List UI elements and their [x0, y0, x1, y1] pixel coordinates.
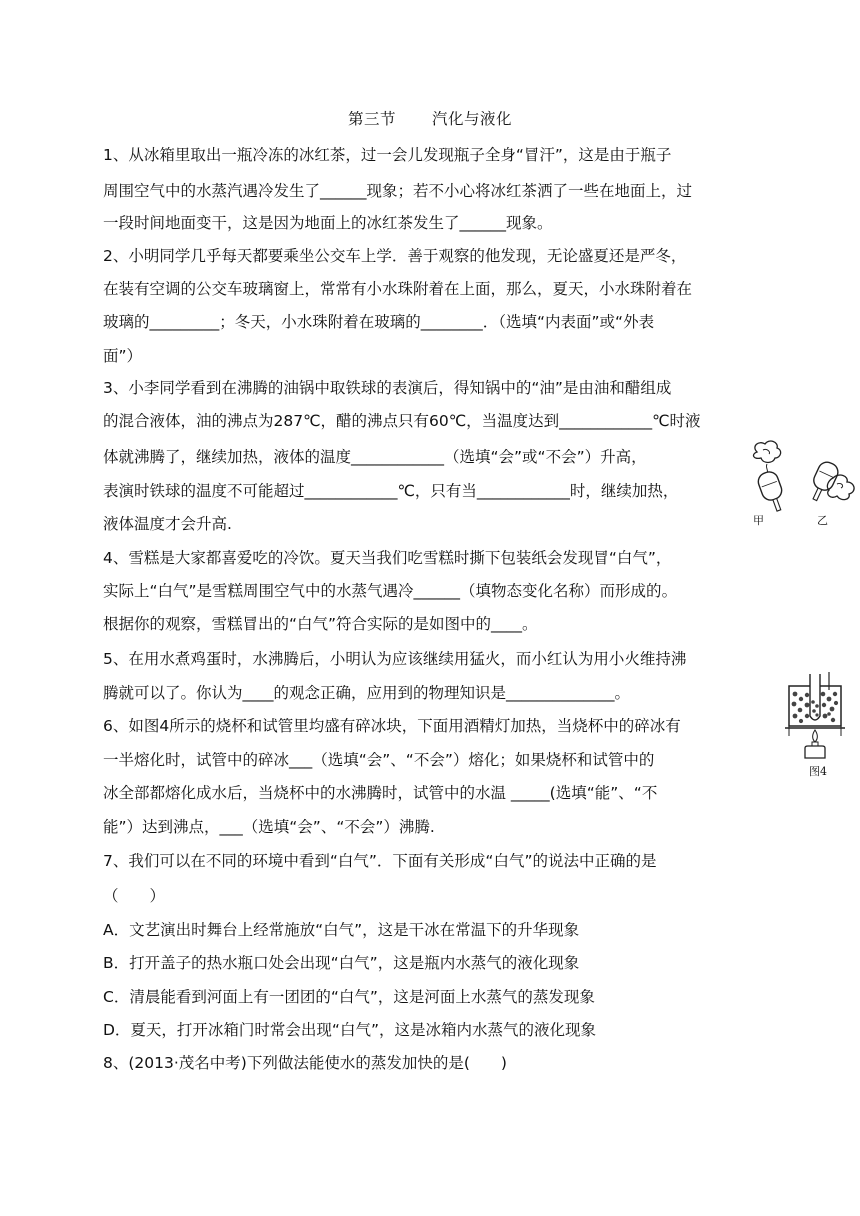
q6-line3: 冰全部都熔化成水后，当烧杯中的水沸腾时，试管中的水温 _____(选填“能”、“不 [103, 784, 658, 802]
section-number: 第三节 [347, 110, 396, 128]
popsicle-figure [745, 438, 860, 530]
beaker-apparatus-icon [783, 672, 860, 762]
figure-label-4: 图4 [809, 765, 827, 778]
q1-line3: 一段时间地面变干，这是因为地面上的冰红茶发生了______现象。 [103, 214, 553, 232]
popsicle-drawing-icon [745, 438, 860, 516]
q8-line1: 8、(2013·茂名中考)下列做法能使水的蒸发加快的是( ) [103, 1054, 507, 1072]
q7-option-a: A．文艺演出时舞台上经常施放“白气”，这是干冰在常温下的升华现象 [103, 921, 580, 939]
q3-line5: 液体温度才会升高. [103, 515, 232, 533]
q3-line1: 3、小李同学看到在沸腾的油锅中取铁球的表演后，得知锅中的“油”是由油和醋组成 [103, 379, 672, 397]
q2-line4: 面”） [103, 347, 143, 365]
q6-line1: 6、如图4所示的烧杯和试管里均盛有碎冰块，下面用酒精灯加热，当烧杯中的碎冰有 [103, 717, 681, 735]
q2-line3: 玻璃的_________；冬天，小水珠附着在玻璃的________．（选填“内表面”或“外表 [103, 313, 655, 331]
q7-line1: 7、我们可以在不同的环境中看到“白气”．下面有关形成“白气”的说法中正确的是 [103, 852, 657, 870]
figure-label-jia: 甲 [753, 514, 764, 527]
q3-line4: 表演时铁球的温度不可能超过____________℃，只有当____________时，继续加热， [103, 482, 679, 500]
section-name: 汽化与液化 [432, 110, 513, 128]
q6-line2: 一半熔化时，试管中的碎冰___（选填“会”、“不会”）熔化；如果烧杯和试管中的 [103, 751, 655, 769]
beaker-figure [783, 672, 860, 782]
q3-line3: 体就沸腾了，继续加热，液体的温度____________（选填“会”或“不会”）升高， [103, 448, 647, 466]
q4-line1: 4、雪糕是大家都喜爱吃的冷饮。夏天当我们吃雪糕时撕下包装纸会发现冒“白气”， [103, 549, 672, 567]
q4-line2: 实际上“白气”是雪糕周围空气中的水蒸气遇冷______（填物态变化名称）而形成的。 [103, 582, 678, 600]
q2-line1: 2、小明同学几乎每天都要乘坐公交车上学．善于观察的他发现，无论盛夏还是严冬， [103, 247, 687, 265]
q7-option-c: C．清晨能看到河面上有一团团的“白气”，这是河面上水蒸气的蒸发现象 [103, 988, 595, 1006]
page-title [0, 107, 860, 129]
q7-option-d: D．夏天，打开冰箱门时常会出现“白气”，这是冰箱内水蒸气的液化现象 [103, 1021, 596, 1039]
q2-line2: 在装有空调的公交车玻璃窗上，常常有小水珠附着在上面，那么，夏天，小水珠附着在 [103, 280, 693, 298]
q4-line3: 根据你的观察，雪糕冒出的“白气”符合实际的是如图中的____。 [103, 615, 538, 633]
q6-line4: 能”）达到沸点，___（选填“会”、“不会”）沸腾. [103, 818, 435, 836]
q7-line2: （ ） [103, 887, 166, 905]
q5-line1: 5、在用水煮鸡蛋时，水沸腾后，小明认为应该继续用猛火，而小红认为用小火维持沸 [103, 650, 687, 668]
figure-label-yi: 乙 [817, 514, 828, 527]
q1-line1: 1、从冰箱里取出一瓶冷冻的冰红茶，过一会儿发现瓶子全身“冒汗”，这是由于瓶子 [103, 146, 672, 164]
q1-line2: 周围空气中的水蒸汽遇冷发生了______现象；若不小心将冰红茶洒了一些在地面上，过 [103, 182, 693, 200]
q3-line2: 的混合液体，油的沸点为287℃，醋的沸点只有60℃，当温度达到____________℃时液 [103, 412, 701, 430]
q7-option-b: B．打开盖子的热水瓶口处会出现“白气”，这是瓶内水蒸气的液化现象 [103, 954, 580, 972]
q5-line2: 腾就可以了。你认为____的观念正确，应用到的物理知识是______________。 [103, 684, 631, 702]
